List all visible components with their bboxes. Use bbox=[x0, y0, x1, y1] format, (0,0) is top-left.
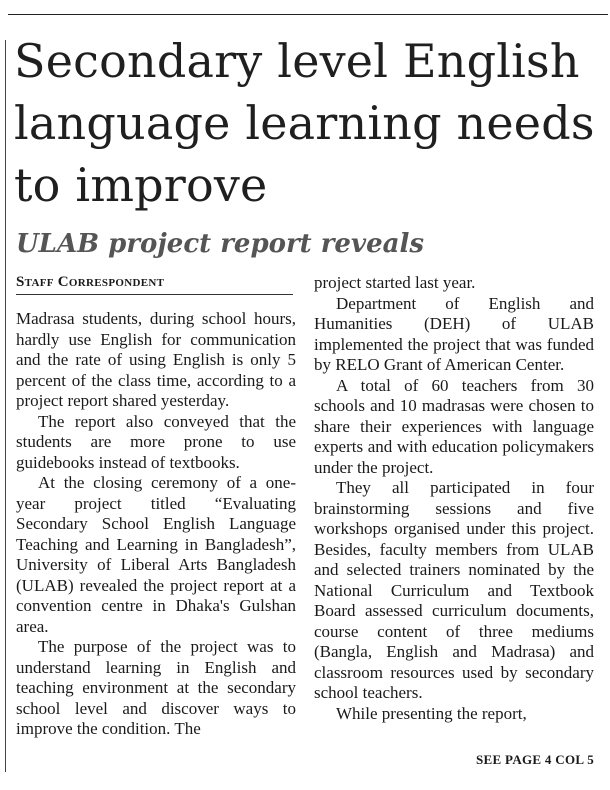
paragraph: While presenting the report, bbox=[336, 703, 527, 723]
paragraph: Madrasa students, during school hours, hardly use English for communication and the rate of using English is only 5 percent of the class time, according to a project report shared yesterday. bbox=[16, 309, 296, 410]
column-rule bbox=[5, 40, 6, 772]
paragraph: They all participated in four brainstorming sessions and five workshops organised under this project. Besides, faculty members from ULAB and selected trainers nominated by the National Curriculum and Textbook Board assessed curriculum documents, course content of three mediums (Bangla, English and Madrasa) and classroom resources used by secondary school teachers. bbox=[314, 478, 594, 702]
paragraph: project started last year. bbox=[314, 273, 476, 292]
top-rule bbox=[8, 14, 608, 15]
paragraph: At the closing ceremony of a one-year project titled “Evaluating Secondary School English Language Teaching and Learning in Bangladesh”, University of Liberal Arts Bangladesh (ULAB) revealed the project report at a convention centre in Dhaka's Gulshan area. bbox=[16, 473, 296, 636]
byline: Staff Correspondent bbox=[16, 274, 293, 295]
paragraph: The report also conveyed that the students are more prone to use guidebooks instead of textbooks. bbox=[16, 411, 296, 472]
paragraph: A total of 60 teachers from 30 schools and 10 madrasas were chosen to share their experiences with language experts and with education policymakers under the project. bbox=[314, 375, 594, 477]
headline: Secondary level English language learning needs to improve bbox=[14, 34, 595, 212]
paragraph: The purpose of the project was to understand learning in English and teaching environment at the secondary school level and discover ways to improve the condition. The bbox=[16, 637, 296, 738]
jump-line[interactable]: SEE PAGE 4 COL 5 bbox=[476, 752, 594, 767]
article-column-2 bbox=[314, 273, 594, 724]
subheadline: ULAB project report reveals bbox=[16, 229, 424, 259]
article-column-1 bbox=[16, 309, 296, 740]
paragraph: Department of English and Humanities (DEH) of ULAB implemented the project that was funded by RELO Grant of American Center. bbox=[314, 293, 594, 374]
